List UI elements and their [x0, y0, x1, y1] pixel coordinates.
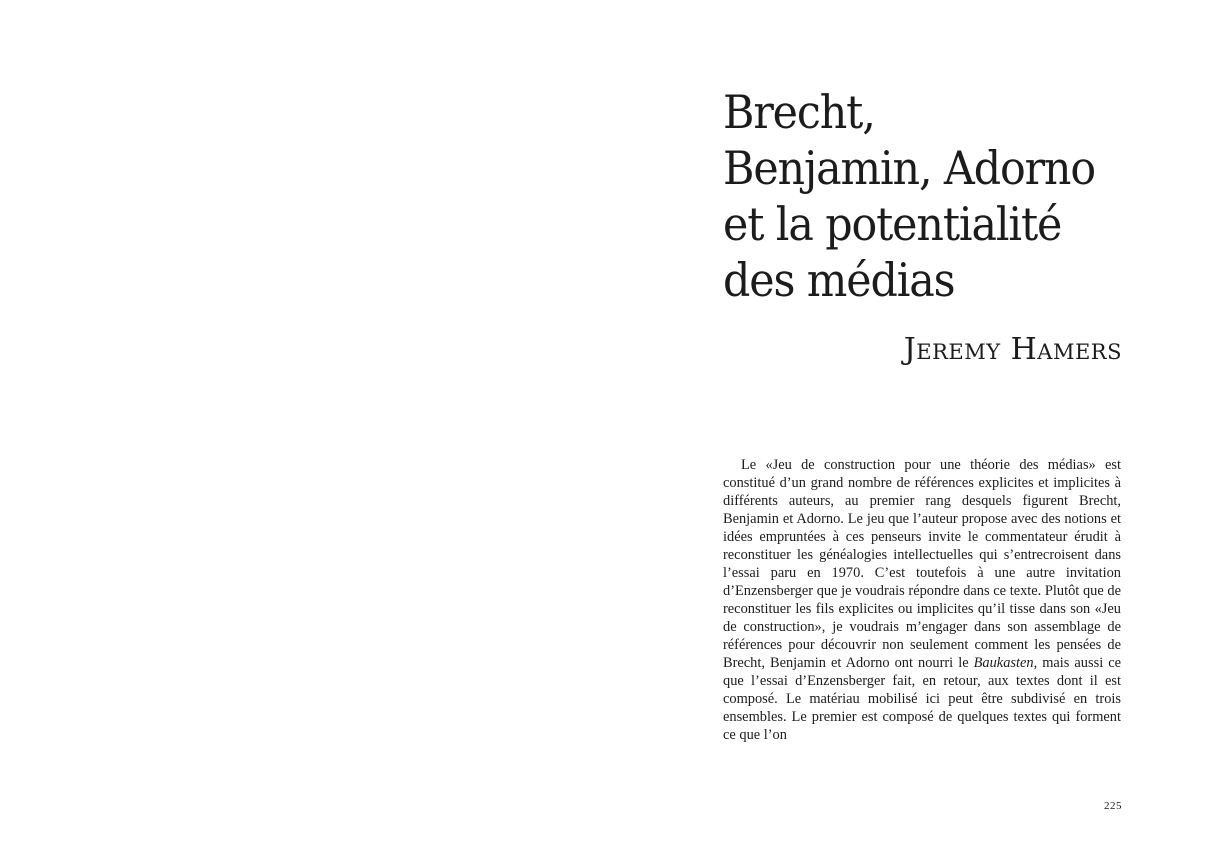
body-paragraph [723, 456, 1121, 744]
title-line: Benjamin, Adorno [723, 141, 1096, 195]
title-line: et la potentialité [723, 197, 1062, 251]
page-number: 225 [1104, 800, 1122, 812]
title-line: des médias [723, 253, 955, 307]
right-page [614, 0, 1228, 866]
body-text-part2: , mais aussi ce que l’essai d’Enzensberger fait, en retour, aux textes dont il est composé. Le matériau mobilisé ici peut être subdivisé en trois ensembles. Le premier est composé de quelques textes qui forment ce que l’on [723, 655, 1121, 743]
body-text-italic: Baukasten [973, 655, 1034, 671]
chapter-title [723, 84, 1169, 308]
author-name: Jeremy Hamers [903, 332, 1122, 367]
body-text-part1: Le «Jeu de construction pour une théorie des médias» est constitué d’un grand nombre de références explicites et implicites à différents auteurs, au premier rang desquels figurent Brecht, Benjamin et Adorno. Le jeu que l’auteur propose avec des notions et idées empruntées à ces penseurs invite le commentateur érudit à reconstituer les généalogies intellectuelles qui s’entrecroisent dans l’essai paru en 1970. C’est toutefois à une autre invitation d’Enzensberger que je voudrais répondre dans ce texte. Plutôt que de reconstituer les fils explicites ou implicites qu’il tisse dans son «Jeu de construction», je voudrais m’engager dans son assemblage de références pour découvrir non seulement comment les pensées de Brecht, Benjamin et Adorno ont nourri le [723, 457, 1121, 671]
title-line: Brecht, [723, 85, 875, 139]
